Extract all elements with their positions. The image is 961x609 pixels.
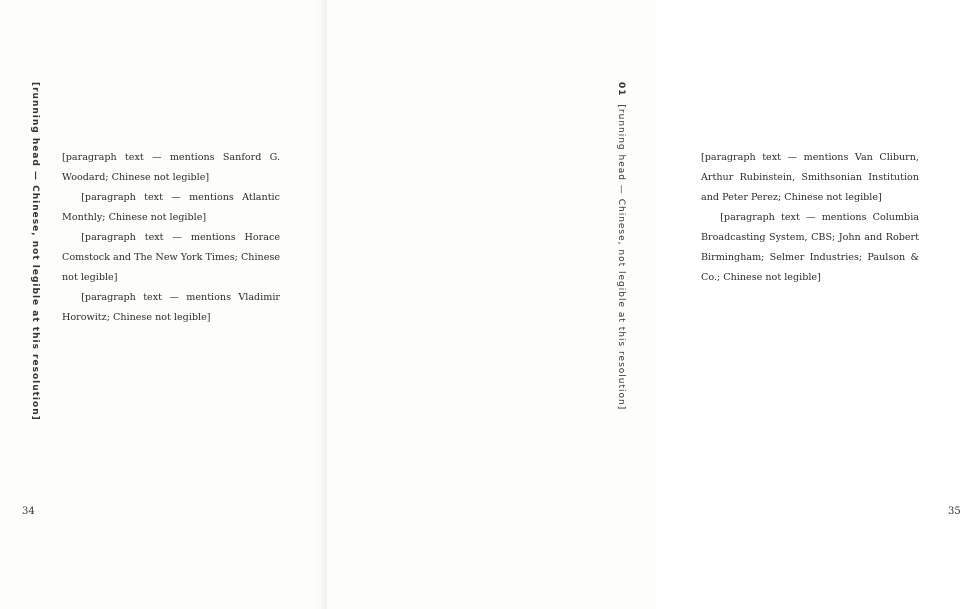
left-paragraph-3: [paragraph text — mentions Horace Comstock and The New York Times; Chinese not legible] [62, 232, 280, 283]
left-body-text [62, 148, 280, 328]
right-page-number: 35 [948, 506, 961, 517]
left-paragraph-4: [paragraph text — mentions Vladimir Horowitz; Chinese not legible] [62, 292, 280, 323]
right-paragraph-2: [paragraph text — mentions Columbia Broadcasting System, CBS; John and Robert Birmingham; Selmer Industries; Paulson & Co.; Chinese not legible] [701, 212, 919, 283]
left-paragraph-2: [paragraph text — mentions Atlantic Monthly; Chinese not legible] [62, 192, 280, 223]
left-paragraph-1: [paragraph text — mentions Sanford G. Woodard; Chinese not legible] [62, 152, 280, 183]
chapter-number: 01 [616, 82, 626, 97]
right-paragraph-1: [paragraph text — mentions Van Cliburn, Arthur Rubinstein, Smithsonian Institution and Peter Perez; Chinese not legible] [701, 152, 919, 203]
left-page [0, 0, 327, 609]
chapter-title: [running head — Chinese, not legible at this resolution] [616, 104, 626, 411]
right-body-text [701, 148, 919, 288]
left-running-head: [running head — Chinese, not legible at this resolution] [30, 82, 40, 421]
right-page [327, 0, 961, 609]
right-running-head [616, 82, 626, 410]
left-page-number: 34 [22, 506, 35, 517]
